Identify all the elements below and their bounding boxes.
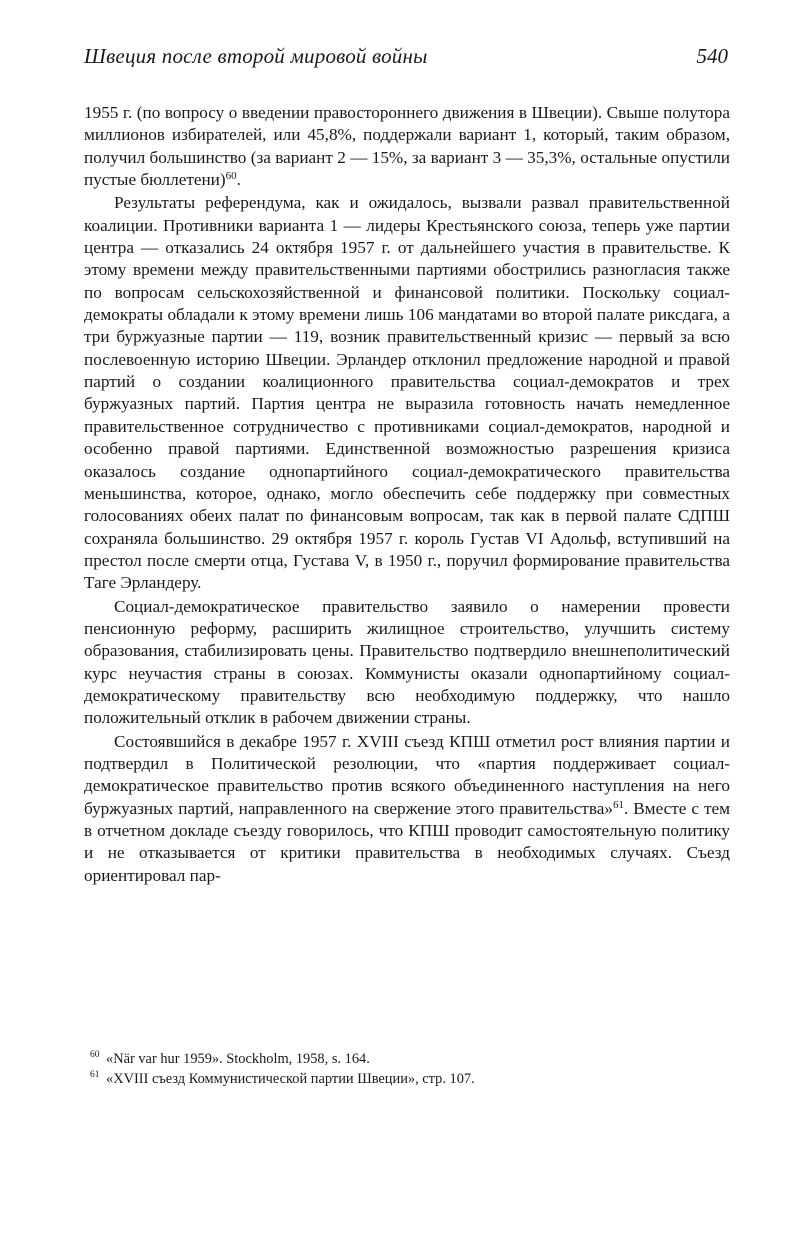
paragraph-1-tail: . — [236, 170, 241, 190]
footnote-text: «XVIII съезд Коммунистической партии Швеции», стр. 107. — [106, 1071, 475, 1087]
paragraph-1 — [84, 102, 730, 191]
running-title: Швеция после второй мировой войны — [84, 44, 428, 68]
paragraph-1-text: 1955 г. (по вопросу о введении правостороннего движения в Швеции). Свыше полутора миллионов избирателей, или 45,8%, поддержали вариант 1, который, таким образом, получил большинство (за вариант 2 — 15%, за вариант 3 — 35,3%, остальные опустили пустые бюллетени) — [84, 103, 730, 190]
running-head — [84, 44, 730, 80]
body-text — [84, 102, 730, 887]
paragraph-4 — [84, 731, 730, 887]
paragraph-3 — [84, 596, 730, 730]
page — [84, 44, 730, 887]
paragraph-4-text: Состоявшийся в декабре 1957 г. XVIII съезд КПШ отметил рост влияния партии и подтвердил в Политической резолюции, что «партия поддерживает социал-демократическое правительство против всякого объединенного наступления на него буржуазных партий, направленного на свержение этого правительства» — [84, 731, 730, 818]
paragraph-4-tail: . Вместе с тем в отчетном докладе съезду говорилось, что КПШ проводит самостоятельную политику и не отказывается от критики правительства в необходимых случаях. Съезд ориентировал пар- — [84, 798, 731, 885]
footnote-text: «När var hur 1959». Stockholm, 1958, s. 164. — [106, 1051, 370, 1067]
page-number: 540 — [696, 44, 728, 68]
paragraph-2-text: Результаты референдума, как и ожидалось, вызвали развал правительственной коалиции. Противники варианта 1 — лидеры Крестьянского союза, теперь уже партии центра — отказались 24 октября 1957 г. от дальнейшего участия в правительстве. К этому времени между правительственными партиями обострились разногласия также по вопросам сельскохозяйственной и финансовой политики. Поскольку социал-демократы обладали к этому времени лишь 106 мандатами во второй палате риксдага, а три буржуазные партии — 119, возник правительственный кризис — первый за всю послевоенную историю Швеции. Эрландер отклонил предложение народной и правой партий о создании коалиционного правительства социал-демократов и трех буржуазных партий. Партия центра не выразила готовность начать немедленное правительственное сотрудничество с противниками социал-демократов, народной и особенно правой партиями. Единственной возможностью разрешения кризиса оказалось создание однопартийного социал-демократического правительства меньшинства, которое, однако, могло обеспечить себе поддержку при совместных голосованиях обеих палат по финансовым вопросам, так как в первой палате СДПШ сохраняла большинство. 29 октября 1957 г. король Густав VI Адольф, вступивший на престол после смерти отца, Густава V, в 1950 г., поручил формирование правительства Таге Эрландеру. — [84, 193, 730, 593]
paragraph-2 — [84, 192, 730, 594]
footnote-mark: 60 — [90, 1050, 100, 1060]
footnote-mark: 61 — [90, 1070, 100, 1080]
footnote-61 — [84, 1069, 730, 1089]
footnote-ref-60: 60 — [225, 170, 237, 183]
footnotes — [84, 1049, 730, 1089]
footnote-60 — [84, 1049, 730, 1069]
footnote-ref-61: 61 — [612, 798, 624, 811]
paragraph-3-text: Социал-демократическое правительство заявило о намерении провести пенсионную реформу, расширить жилищное строительство, улучшить систему образования, стабилизировать цены. Правительство подтвердило внешнеполитический курс неучастия страны в союзах. Коммунисты оказали однопартийному социал-демократическому правительству всю необходимую поддержку, что нашло положительный отклик в рабочем движении страны. — [84, 596, 730, 728]
